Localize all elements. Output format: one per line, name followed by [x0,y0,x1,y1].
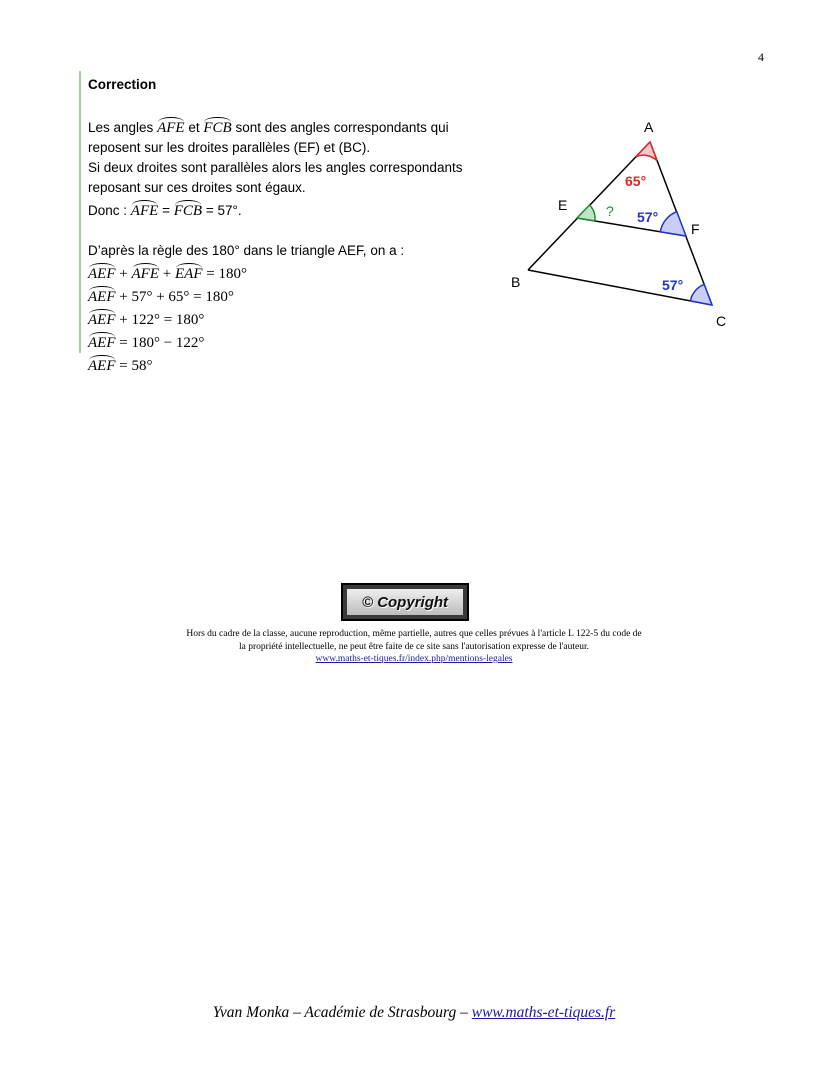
angle-afe: AFE [131,198,159,221]
legal-line-2: la propriété intellectuelle, ne peut être faite de ce site sans l'autorisation expresse de l'auteur. [238,641,590,652]
text-fragment: Donc : [88,203,128,218]
legal-notice [150,628,678,666]
vertex-f-label: F [691,221,700,237]
copyright-badge[interactable] [341,583,469,621]
angle-e-marker [577,205,595,221]
angle-aef: AEF [88,261,116,284]
angle-a-value: 65° [625,173,647,189]
triangle-figure [505,112,745,337]
angle-aef: AEF [88,284,116,307]
math-operator: + [162,266,172,282]
angle-aef: AEF [88,330,116,353]
vertex-c-label: C [716,313,727,329]
rule-line: D’après la règle des 180° dans le triangle AEF, on a : [88,243,405,258]
text-fragment: = [162,203,170,218]
text-fragment: = 57°. [205,203,242,218]
explanation-line-2: reposent sur les droites parallèles (EF) et (BC). [88,140,371,155]
vertex-a-label: A [644,119,654,135]
correction-heading: Correction [88,77,157,92]
text-fragment: sont des angles correspondants qui [235,120,449,135]
angle-fcb: FCB [203,115,231,138]
equation-4 [88,330,528,353]
triangle-diagram [505,112,745,337]
copyright-label: © Copyright [347,589,463,615]
explanation-line-1 [88,115,528,138]
angle-fcb: FCB [174,198,202,221]
equation-3 [88,307,528,330]
page-number: 4 [758,50,764,64]
equation-rest: + 57° + 65° = 180° [119,289,234,305]
angle-e-value: ? [606,203,614,219]
legal-link[interactable]: www.maths-et-tiques.fr/index.php/mentions-legales [315,654,513,664]
math-operator: + [119,266,128,282]
page-footer [0,1004,828,1022]
equation-5 [88,353,528,376]
text-fragment: Les angles [88,120,154,135]
donc-line [88,198,528,221]
text-fragment: et [188,120,200,135]
vertex-e-label: E [558,197,568,213]
footer-link[interactable]: www.maths-et-tiques.fr [471,1004,616,1021]
vertex-b-label: B [511,274,521,290]
equation-1 [88,261,528,284]
angle-c-value: 57° [662,277,684,293]
equation-rest: = 58° [119,358,153,374]
angle-f-value: 57° [637,209,659,225]
calculation-paragraph [88,241,528,376]
angle-eaf: EAF [175,261,203,284]
explanation-paragraph [88,115,528,221]
correction-block [79,71,528,374]
footer-text: Yvan Monka – Académie de Strasbourg – [212,1004,468,1021]
angle-a-marker [636,142,657,161]
angle-f-marker [660,212,686,236]
angle-afe: AFE [132,261,160,284]
explanation-line-3: Si deux droites sont parallèles alors les angles correspondants [88,160,463,175]
angle-c-marker [690,284,712,305]
equation-rest: = 180° [206,266,247,282]
equation-2 [88,284,528,307]
angle-afe: AFE [157,115,185,138]
equation-rest: + 122° = 180° [119,312,205,328]
side-bc [528,270,712,305]
equation-rest: = 180° − 122° [119,335,205,351]
angle-aef: AEF [88,307,116,330]
legal-line-1: Hors du cadre de la classe, aucune reproduction, même partielle, autres que celles prévues à l'article L 122-5 du code de [186,629,642,639]
explanation-line-4: reposant sur ces droites sont égaux. [88,180,306,195]
angle-aef: AEF [88,353,116,376]
